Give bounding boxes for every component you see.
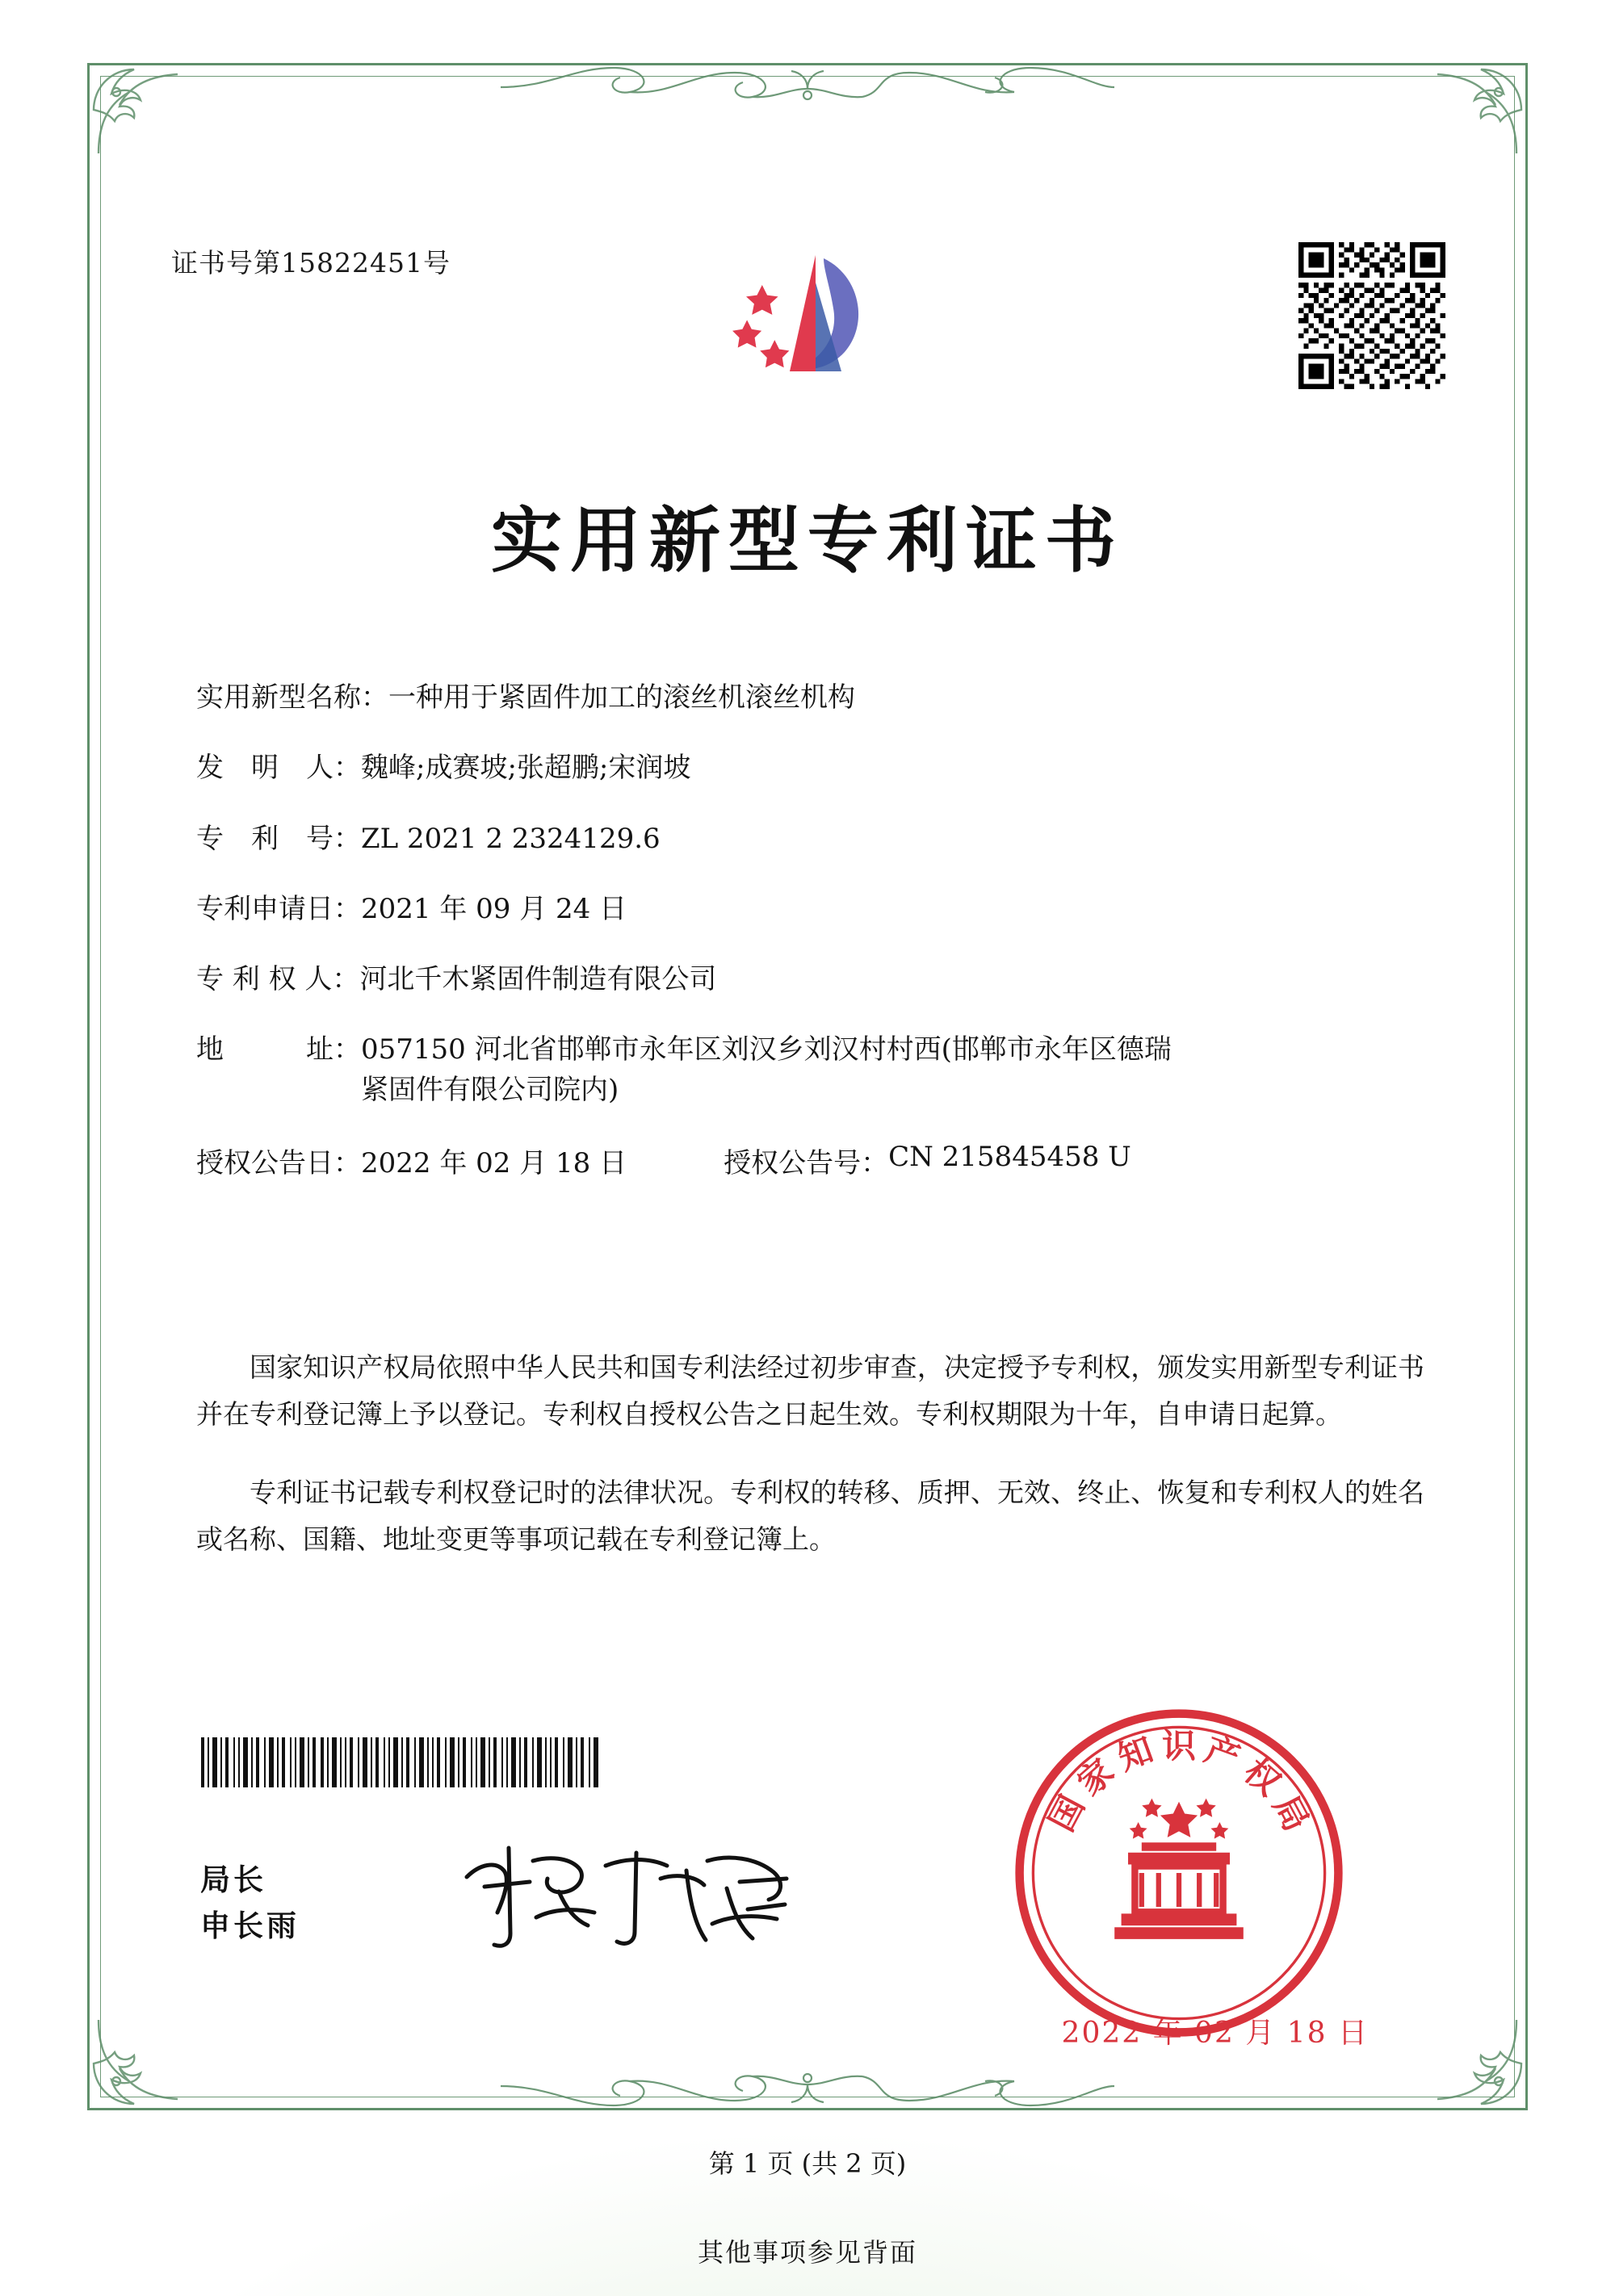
director-title-label: 局长: [200, 1862, 266, 1897]
director-name: 申长雨: [200, 1908, 300, 1944]
field-value: 河北千木紧固件制造有限公司: [359, 963, 717, 996]
corner-ornament-icon: [1431, 63, 1528, 160]
field-row-grant: [196, 1141, 1421, 1180]
field-row-patent-number: [196, 819, 1421, 859]
legal-paragraph-2: 专利证书记载专利权登记时的法律状况。专利权的转移、质押、无效、终止、恢复和专利权人的姓名或名称、国籍、地址变更等事项记载在专利登记簿上。: [196, 1477, 1424, 1555]
field-label: 专 利 权 人：: [196, 963, 360, 996]
grant-number-value: CN 215845458 U: [888, 1141, 1131, 1174]
svg-text:家: 家: [1069, 1751, 1122, 1804]
field-label: 专 利 号：: [196, 822, 361, 855]
page-title: 实用新型专利证书: [490, 498, 1124, 582]
bottom-ornament-icon: [501, 2057, 1114, 2114]
svg-text:局: 局: [1265, 1789, 1317, 1838]
legal-paragraph-1: 国家知识产权局依照中华人民共和国专利法经过初步审查，决定授予专利权，颁发实用新型专利证书并在专利登记簿上予以登记。专利权自授权公告之日起生效。专利权期限为十年，自申请日起算。: [196, 1351, 1424, 1430]
back-side-note: 其他事项参见背面: [697, 2237, 917, 2268]
field-list: [196, 678, 1421, 1208]
field-value: 2021 年 09 月 24 日: [361, 892, 627, 925]
page-number: 第 1 页 (共 2 页): [708, 2148, 907, 2179]
field-label: 地 址：: [196, 1033, 361, 1066]
svg-text:知: 知: [1113, 1728, 1159, 1779]
grant-date-value: 2022 年 02 月 18 日: [361, 1147, 627, 1180]
corner-ornament-icon: [1431, 2013, 1528, 2110]
field-value: ZL 2021 2 2324129.6: [361, 822, 661, 855]
cnipa-logo-icon: [703, 234, 912, 420]
svg-text:识: 识: [1161, 1726, 1197, 1766]
field-row-address: [196, 1030, 1421, 1110]
field-row-inventors: [196, 748, 1421, 788]
svg-text:权: 权: [1236, 1751, 1289, 1804]
svg-text:国: 国: [1041, 1789, 1093, 1838]
grant-number-label: 授权公告号：: [724, 1147, 889, 1180]
official-seal: [1009, 1703, 1349, 2043]
seal-date: 2022 年 02 月 18 日: [1061, 2017, 1369, 2050]
certificate-number: 证书号第15822451号: [171, 247, 451, 279]
field-value: 魏峰;成赛坡;张超鹏;宋润坡: [361, 752, 691, 785]
field-value: 一种用于紧固件加工的滚丝机滚丝机构: [388, 681, 855, 714]
corner-ornament-icon: [87, 2013, 184, 2110]
grant-date-label: 授权公告日：: [196, 1147, 361, 1180]
qr-code-icon: [1298, 242, 1445, 389]
field-label: 发 明 人：: [196, 752, 361, 785]
top-ornament-icon: [501, 60, 1114, 116]
field-row-name: [196, 678, 1421, 718]
field-row-patentee: [196, 960, 1421, 999]
signature-block: [200, 1857, 300, 1950]
field-label: 专利申请日：: [196, 892, 361, 925]
field-value: 057150 河北省邯郸市永年区刘汉乡刘汉村村西(邯郸市永年区德瑞紧固件有限公司院内): [361, 1033, 1172, 1106]
svg-text:产: 产: [1199, 1728, 1245, 1779]
corner-ornament-icon: [87, 63, 184, 160]
handwritten-signature-icon: [452, 1829, 799, 1958]
field-row-application-date: [196, 890, 1421, 929]
field-label: 实用新型名称：: [196, 681, 388, 714]
barcode: [198, 1737, 602, 1787]
